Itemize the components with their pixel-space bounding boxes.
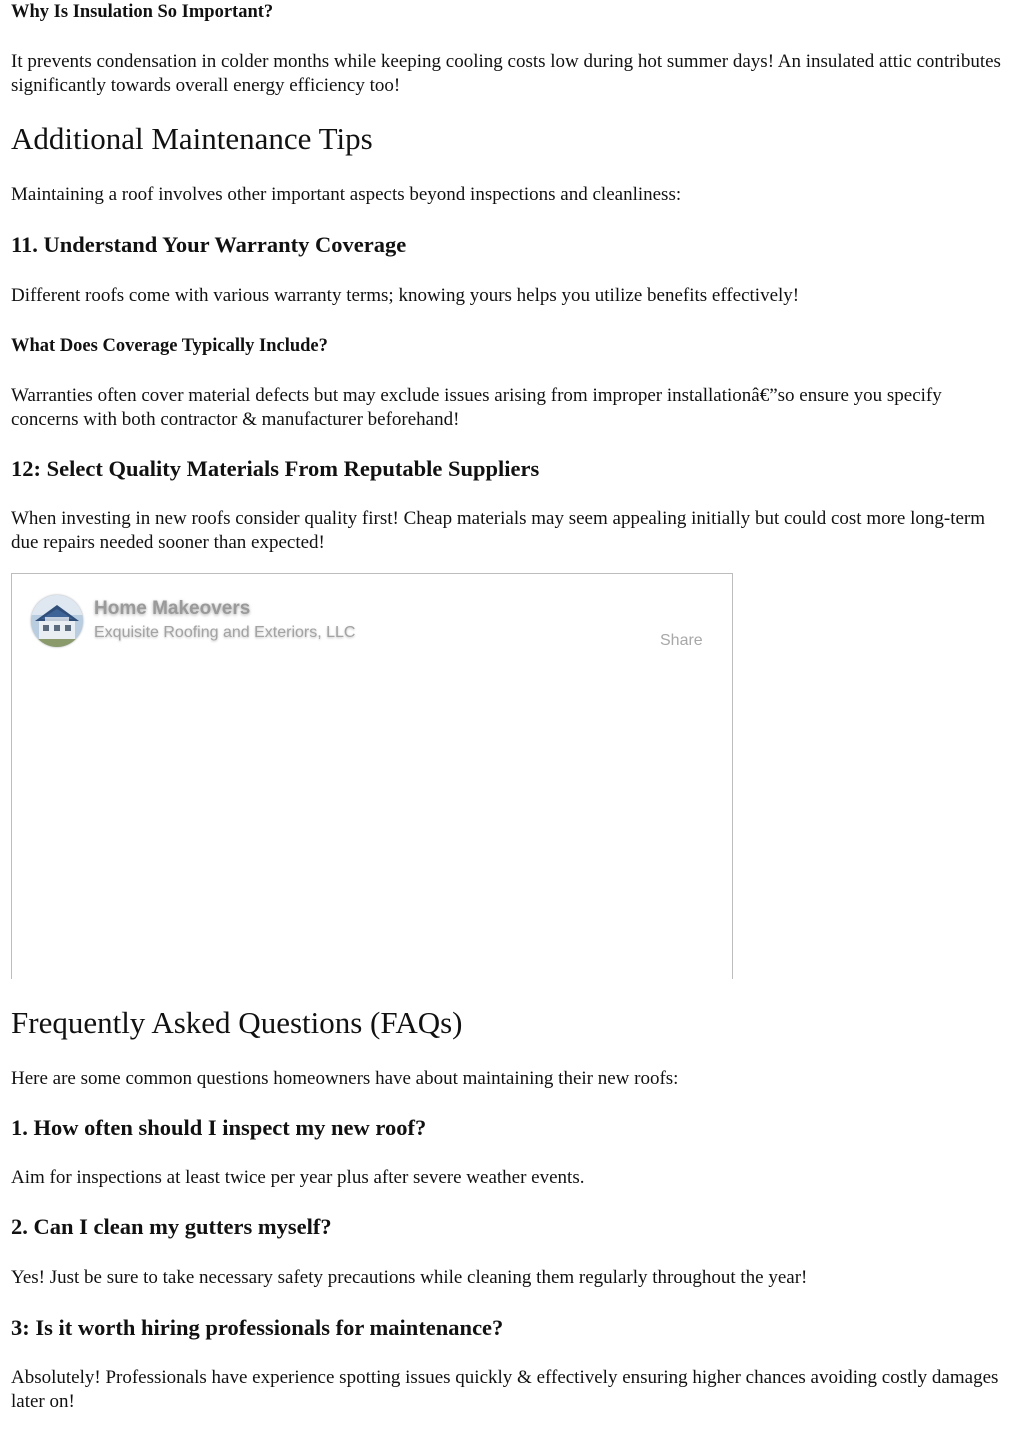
faq-question: 1. How often should I inspect my new roof? <box>11 1115 427 1140</box>
video-header <box>12 574 732 666</box>
channel-name[interactable]: Exquisite Roofing and Exteriors, LLC <box>94 624 356 641</box>
channel-avatar[interactable] <box>31 595 83 647</box>
faq-question: 2. Can I clean my gutters myself? <box>11 1214 332 1239</box>
video-embed[interactable] <box>11 573 733 979</box>
faq-heading: Frequently Asked Questions (FAQs) <box>11 1005 463 1040</box>
insulation-heading: Why Is Insulation So Important? <box>11 2 274 22</box>
house-photo-icon <box>31 595 83 647</box>
warranty-paragraph: Different roofs come with various warranty terms; knowing yours helps you utilize benefits effectively! <box>11 285 800 306</box>
share-button[interactable]: Share <box>660 632 703 649</box>
coverage-question: What Does Coverage Typically Include? <box>11 336 328 356</box>
faq-answer: Absolutely! Professionals have experience spotting issues quickly & effectively ensuring higher chances avoiding costly damages later on! <box>11 1367 999 1412</box>
insulation-paragraph: It prevents condensation in colder months while keeping cooling costs low during hot summer days! An insulated attic contributes significantly towards overall energy efficiency too! <box>11 51 1001 96</box>
faq-intro: Here are some common questions homeowners have about maintaining their new roofs: <box>11 1068 679 1089</box>
materials-paragraph: When investing in new roofs consider quality first! Cheap materials may seem appealing initially but could cost more long-term due repairs needed sooner than expected! <box>11 508 986 553</box>
video-title[interactable]: Home Makeovers <box>94 598 251 619</box>
maintenance-heading: Additional Maintenance Tips <box>11 121 373 156</box>
coverage-answer: Warranties often cover material defects but may exclude issues arising from improper installationâ€”so ensure you specify concerns with both contractor & manufacturer beforehand! <box>11 385 942 430</box>
warranty-heading: 11. Understand Your Warranty Coverage <box>11 232 407 257</box>
faq-answer: Yes! Just be sure to take necessary safety precautions while cleaning them regularly throughout the year! <box>11 1267 808 1288</box>
maintenance-intro: Maintaining a roof involves other important aspects beyond inspections and cleanliness: <box>11 184 682 205</box>
faq-answer: Aim for inspections at least twice per year plus after severe weather events. <box>11 1167 585 1188</box>
materials-heading: 12: Select Quality Materials From Reputable Suppliers <box>11 456 540 481</box>
faq-question: 3: Is it worth hiring professionals for maintenance? <box>11 1315 504 1340</box>
